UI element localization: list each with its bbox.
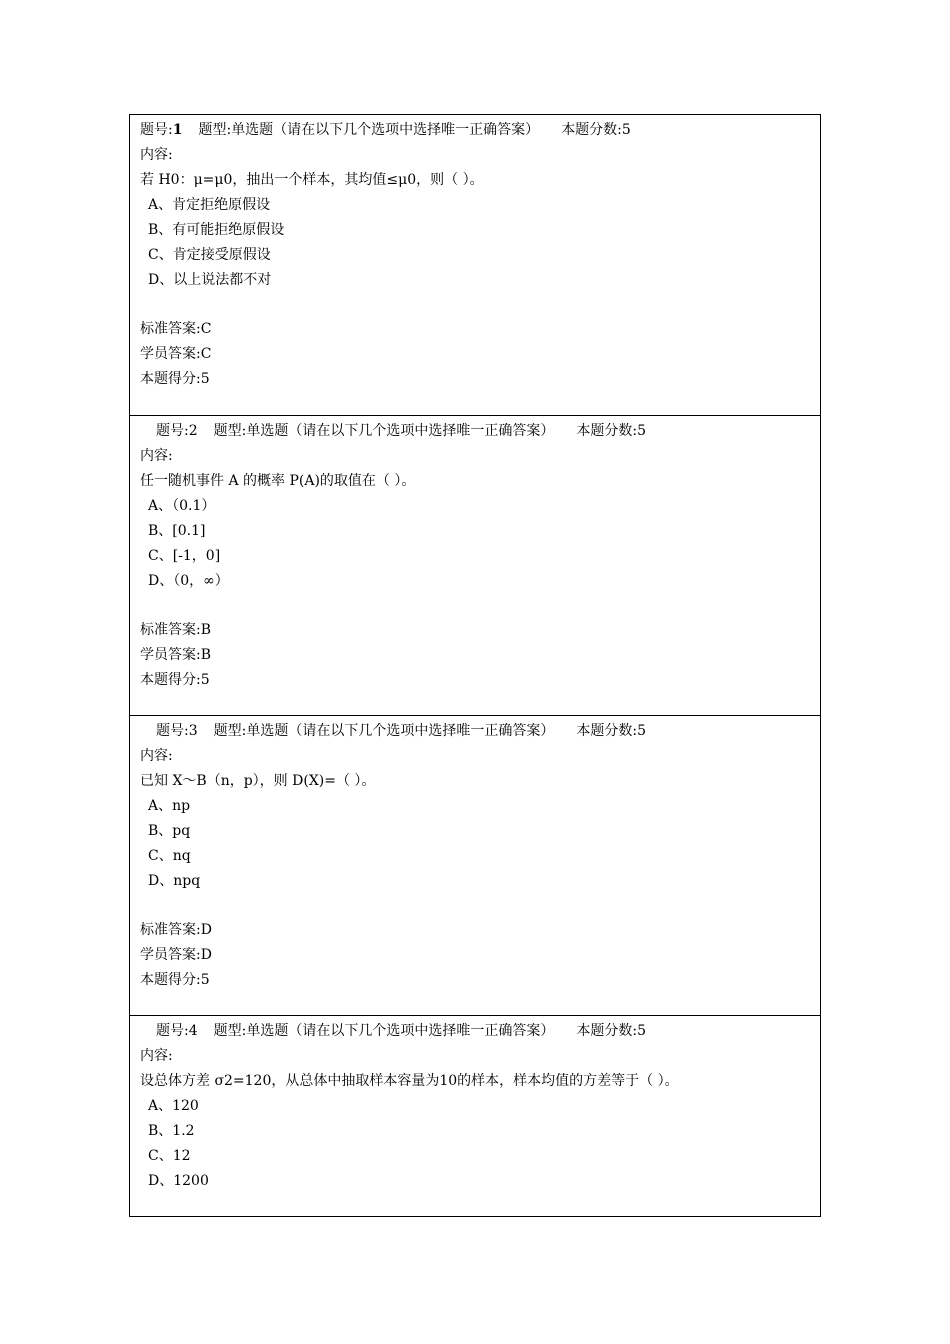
question-block-1	[130, 115, 820, 416]
question-number: 2	[188, 423, 198, 439]
student-answer-label: 学员答案:	[140, 947, 201, 963]
content-label: 内容:	[140, 147, 173, 163]
question-score: 5	[637, 1023, 646, 1039]
standard-answer-value: B	[200, 622, 212, 638]
question-number-label: 题号:	[140, 122, 173, 138]
question-type: 单选题（请在以下几个选项中选择唯一正确答案）	[231, 122, 540, 138]
question-points-value: 5	[200, 972, 210, 988]
option-b: B、1.2	[148, 1123, 195, 1139]
question-number: 1	[172, 122, 183, 138]
question-points-label: 本题得分:	[140, 672, 201, 688]
question-stem: 任一随机事件 A 的概率 P(A)的取值在（ ）。	[140, 473, 416, 489]
option-c: C、12	[148, 1148, 191, 1164]
option-d: D、（0，∞）	[148, 573, 229, 589]
option-c: C、[-1，0]	[148, 548, 221, 564]
option-b: B、pq	[148, 823, 191, 839]
question-block-4	[130, 1016, 820, 1216]
question-stem: 设总体方差 σ2=120，从总体中抽取样本容量为10的样本，样本均值的方差等于（ ）。	[140, 1073, 679, 1089]
standard-answer	[140, 618, 820, 643]
question-sheet	[129, 114, 821, 1217]
question-points-label: 本题得分:	[140, 972, 201, 988]
question-header	[140, 719, 820, 744]
question-score-label: 本题分数:	[576, 423, 638, 439]
question-type-label: 题型:	[198, 122, 232, 138]
student-answer-label: 学员答案:	[140, 647, 201, 663]
option-a: A、np	[148, 798, 191, 814]
question-number-label: 题号:	[156, 423, 189, 439]
question-stem: 若 H0：μ=μ0，抽出一个样本，其均值≤μ0，则（ ）。	[140, 172, 484, 188]
student-answer	[140, 643, 820, 668]
question-number: 3	[188, 723, 198, 739]
question-score-label: 本题分数:	[561, 122, 622, 138]
student-answer	[140, 342, 820, 367]
question-points-value: 5	[200, 371, 210, 387]
student-answer-value: C	[200, 346, 212, 362]
question-points	[140, 968, 820, 993]
question-stem: 已知 X～B（n，p），则 D(X)=（ ）。	[140, 773, 376, 789]
option-d: D、npq	[148, 873, 201, 889]
standard-answer	[140, 317, 820, 342]
content-label: 内容:	[140, 1048, 173, 1064]
option-a: A、120	[148, 1098, 199, 1114]
question-points-label: 本题得分:	[140, 371, 201, 387]
question-type: 单选题（请在以下几个选项中选择唯一正确答案）	[246, 423, 555, 439]
question-points-value: 5	[200, 672, 210, 688]
question-number-label: 题号:	[156, 723, 189, 739]
option-c: C、nq	[148, 848, 191, 864]
question-header	[140, 419, 820, 444]
option-a: A、（0.1）	[148, 498, 216, 514]
standard-answer-value: D	[200, 922, 212, 938]
option-a: A、肯定拒绝原假设	[148, 197, 271, 213]
student-answer	[140, 943, 820, 968]
content-label: 内容:	[140, 748, 173, 764]
standard-answer-label: 标准答案:	[140, 922, 201, 938]
question-score-label: 本题分数:	[576, 1023, 638, 1039]
question-score-label: 本题分数:	[576, 723, 638, 739]
question-header	[140, 118, 820, 143]
student-answer-value: B	[200, 647, 212, 663]
question-score: 5	[637, 723, 646, 739]
question-block-2	[130, 416, 820, 716]
student-answer-value: D	[200, 947, 212, 963]
content-label: 内容:	[140, 448, 173, 464]
question-type: 单选题（请在以下几个选项中选择唯一正确答案）	[246, 1023, 555, 1039]
option-b: B、有可能拒绝原假设	[148, 222, 285, 238]
question-number: 4	[188, 1023, 198, 1039]
question-type-label: 题型:	[213, 423, 247, 439]
question-score: 5	[621, 122, 631, 138]
option-d: D、以上说法都不对	[148, 272, 272, 288]
question-number-label: 题号:	[156, 1023, 189, 1039]
question-type: 单选题（请在以下几个选项中选择唯一正确答案）	[246, 723, 555, 739]
option-d: D、1200	[148, 1173, 209, 1189]
student-answer-label: 学员答案:	[140, 346, 201, 362]
question-type-label: 题型:	[213, 723, 247, 739]
standard-answer-value: C	[200, 321, 212, 337]
standard-answer-label: 标准答案:	[140, 622, 201, 638]
standard-answer-label: 标准答案:	[140, 321, 201, 337]
question-block-3	[130, 716, 820, 1016]
option-c: C、肯定接受原假设	[148, 247, 271, 263]
option-b: B、[0.1]	[148, 523, 206, 539]
question-type-label: 题型:	[213, 1023, 247, 1039]
question-score: 5	[637, 423, 646, 439]
question-points	[140, 367, 820, 392]
question-points	[140, 668, 820, 693]
question-header	[140, 1019, 820, 1044]
standard-answer	[140, 918, 820, 943]
